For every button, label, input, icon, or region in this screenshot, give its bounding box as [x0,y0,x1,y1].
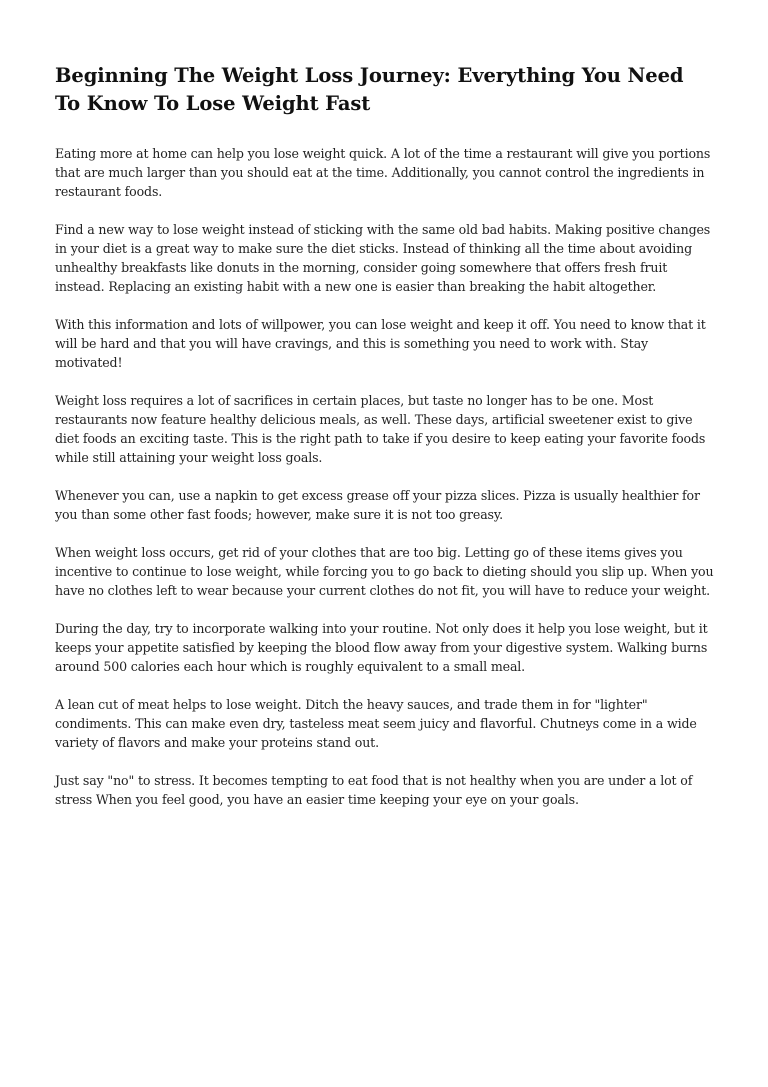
document-title: Beginning The Weight Loss Journey: Everything You Need To Know To Lose Weight Fast [55,64,684,115]
paragraph: Whenever you can, use a napkin to get excess grease off your pizza slices. Pizza is usually healthier for you than some other fast foods; however, make sure it is not too greasy. [55,488,700,522]
paragraph: Just say "no" to stress. It becomes tempting to eat food that is not healthy when you are under a lot of stress When you feel good, you have an easier time keeping your eye on your goals. [55,773,693,807]
paragraph: A lean cut of meat helps to lose weight. Ditch the heavy sauces, and trade them in for "lighter" condiments. This can make even dry, tasteless meat seem juicy and flavorful. Chutneys come in a wide variety of flavors and make your proteins stand out. [55,697,697,750]
paragraph: Find a new way to lose weight instead of sticking with the same old bad habits. Making positive changes in your diet is a great way to make sure the diet sticks. Instead of thinking all the time about avoiding unhealthy breakfasts like donuts in the morning, consider going somewhere that offers fresh fruit instead. Replacing an existing habit with a new one is easier than breaking the habit altogether. [55,222,711,294]
paragraph: Weight loss requires a lot of sacrifices in certain places, but taste no longer has to be one. Most restaurants now feature healthy delicious meals, as well. These days, artificial sweetener exist to give diet foods an exciting taste. This is the right path to take if you desire to keep eating your favorite foods while still attaining your weight loss goals. [55,393,706,465]
paragraph: With this information and lots of willpower, you can lose weight and keep it off. You need to know that it will be hard and that you will have cravings, and this is something you need to work with. Stay motivated! [55,317,706,370]
paragraph: Eating more at home can help you lose weight quick. A lot of the time a restaurant will give you portions that are much larger than you should eat at the time. Additionally, you cannot control the ingredients in restaurant foods. [55,146,711,199]
paragraph: During the day, try to incorporate walking into your routine. Not only does it help you lose weight, but it keeps your appetite satisfied by keeping the blood flow away from your digestive system. Walking burns around 500 calories each hour which is roughly equivalent to a small meal. [55,621,708,674]
paragraph: When weight loss occurs, get rid of your clothes that are too big. Letting go of these items gives you incentive to continue to lose weight, while forcing you to go back to dieting should you slip up. When you have no clothes left to wear because your current clothes do not fit, you will have to reduce your weight. [55,545,714,598]
